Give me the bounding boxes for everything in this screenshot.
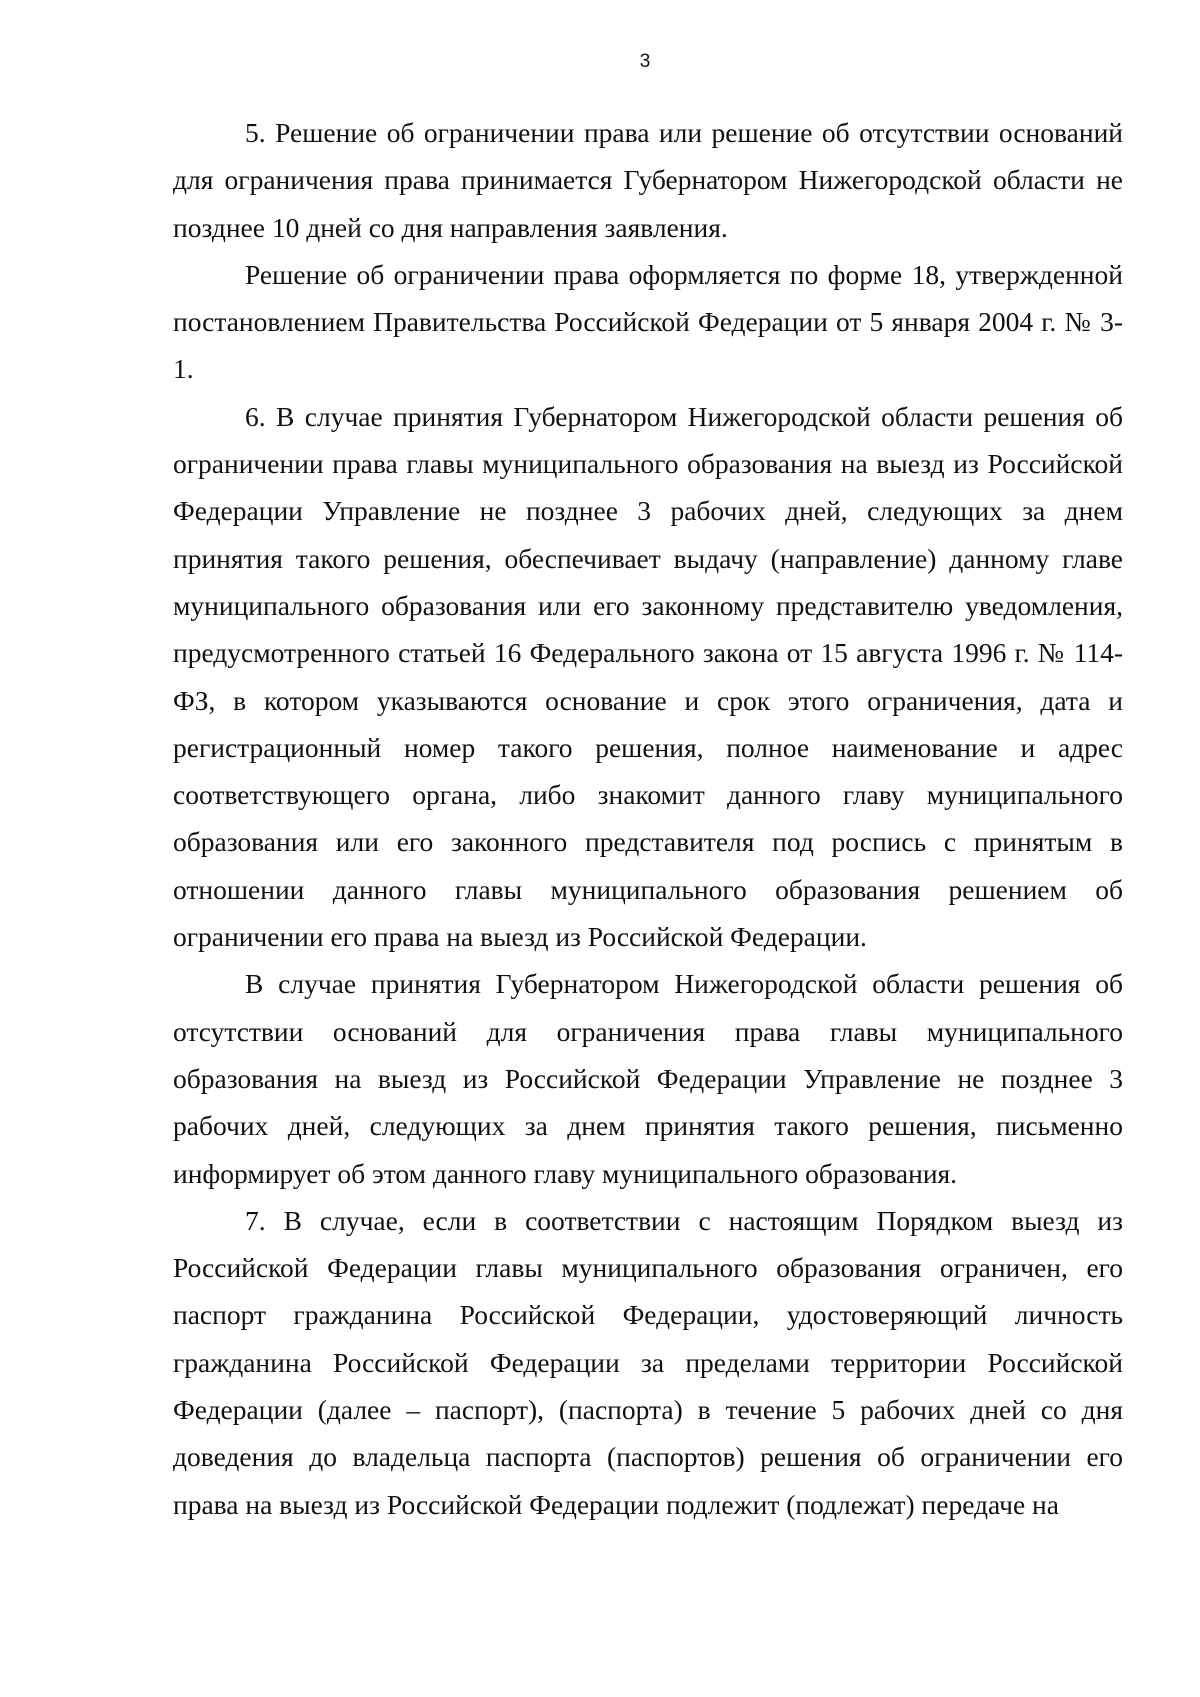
document-body	[173, 109, 1123, 1528]
paragraph-5-decision: 5. Решение об ограничении права или решение об отсутствии оснований для ограничения права принимается Губернатором Нижегородской области не позднее 10 дней со дня направления заявления.	[173, 117, 1123, 243]
paragraph-no-grounds-notice: В случае принятия Губернатором Нижегородской области решения об отсутствии оснований для ограничения права главы муниципального образования на выезд из Российской Федерации Управление не позднее 3 рабочих дней, следующих за днем принятия такого решения, письменно информирует об этом данного главу муниципального образования.	[173, 968, 1123, 1189]
page-number: 3	[639, 51, 651, 72]
paragraph-6-restriction-notice: 6. В случае принятия Губернатором Нижегородской области решения об ограничении права главы муниципального образования на выезд из Российской Федерации Управление не позднее 3 рабочих дней, следующих за днем принятия такого решения, обеспечивает выдачу (направление) данному главе муниципального образования или его законному представителю уведомления, предусмотренного статьей 16 Федерального закона от 15 августа 1996 г. № 114-ФЗ, в котором указываются основание и срок этого ограничения, дата и регистрационный номер такого решения, полное наименование и адрес соответствующего органа, либо знакомит данного главу муниципального образования или его законного представителя под роспись с принятым в отношении данного главы муниципального образования решением об ограничении его права на выезд из Российской Федерации.	[173, 400, 1123, 953]
paragraph-7-passport: 7. В случае, если в соответствии с настоящим Порядком выезд из Российской Федерации главы муниципального образования ограничен, его паспорт гражданина Российской Федерации, удостоверяющий личность гражданина Российской Федерации за пределами территории Российской Федерации (далее – паспорт), (паспорта) в течение 5 рабочих дней со дня доведения до владельца паспорта (паспортов) решения об ограничении его права на выезд из Российской Федерации подлежит (подлежат) передаче на	[173, 1204, 1123, 1520]
paragraph-decision-form: Решение об ограничении права оформляется по форме 18, утвержденной постановлением Правительства Российской Федерации от 5 января 2004 г. № 3-1.	[173, 258, 1123, 385]
